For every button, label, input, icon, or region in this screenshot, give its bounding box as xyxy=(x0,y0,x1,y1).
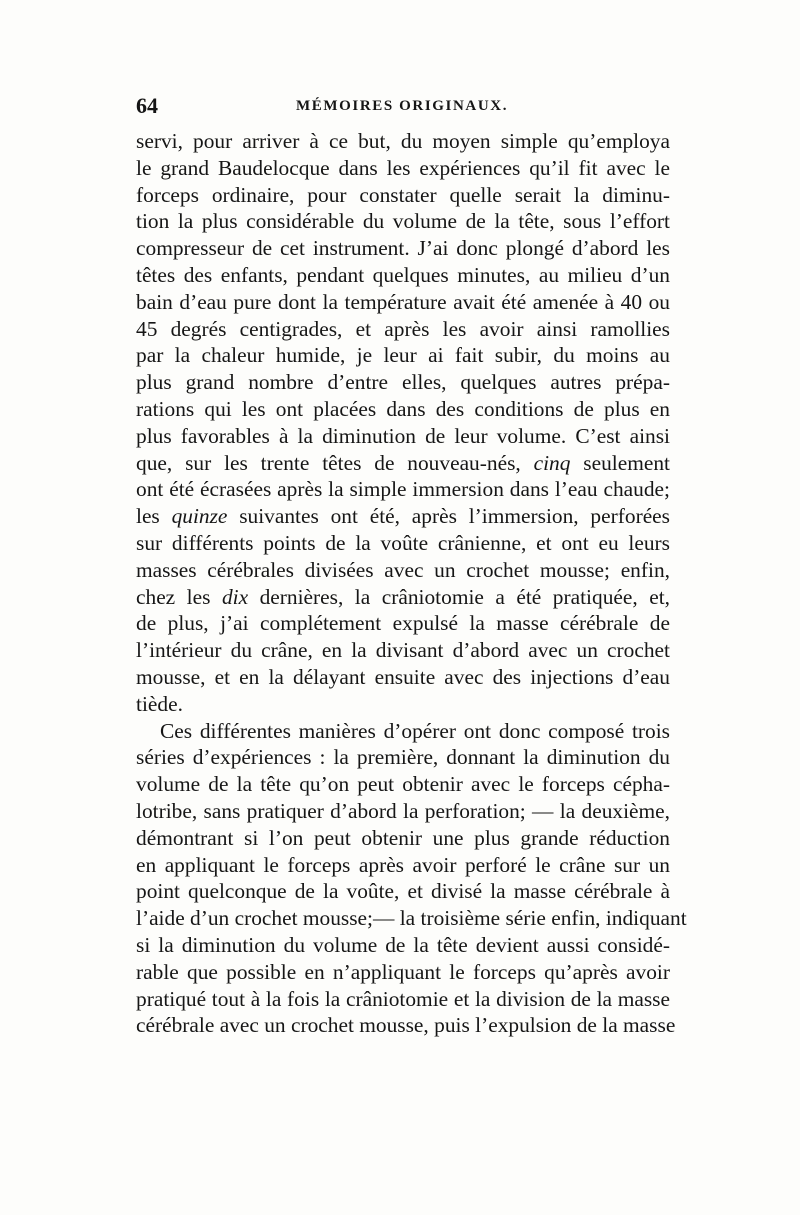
text-line: de plus, j’ai complétement expulsé la masse cérébrale de xyxy=(136,611,670,636)
text-line: bain d’eau pure dont la température avait été amenée à 40 ou xyxy=(136,289,670,314)
text-line: par la chaleur humide, je leur ai fait subir, du moins au xyxy=(136,343,670,368)
text-line: tion la plus considérable du volume de la tête, sous l’effort xyxy=(136,209,670,234)
text-line: séries d’expériences : la première, donnant la diminution du xyxy=(136,745,670,770)
text-segment: dernières, la crâniotomie a été pratiquée, et, xyxy=(248,584,670,609)
text-line: compresseur de cet instrument. J’ai donc plongé d’abord les xyxy=(136,236,670,261)
italic-word: cinq xyxy=(533,450,571,475)
text-line: rable que possible en n’appliquant le forceps qu’après avoir xyxy=(136,959,670,984)
text-line: sur différents points de la voûte crânienne, et ont eu leurs xyxy=(136,530,670,555)
text-line: pratiqué tout à la fois la crâniotomie et la division de la masse xyxy=(136,986,670,1011)
text-line: cérébrale avec un crochet mousse, puis l’expulsion de la masse xyxy=(136,1013,676,1038)
text-line: mousse, et en la délayant ensuite avec des injections d’eau xyxy=(136,664,670,689)
text-line: plus favorables à la diminution de leur volume. C’est ainsi xyxy=(136,423,670,448)
text-segment: les xyxy=(136,504,172,529)
page-number: 64 xyxy=(136,93,158,118)
text-segment: suivantes ont été, après l’immersion, perforées xyxy=(227,504,671,529)
running-head xyxy=(136,93,670,123)
text-line: si la diminution du volume de la tête devient aussi considé- xyxy=(136,932,670,957)
text-line: masses cérébrales divisées avec un crochet mousse; enfin, xyxy=(136,557,670,582)
text-line: en appliquant le forceps après avoir perforé le crâne sur un xyxy=(136,852,670,877)
text-line: forceps ordinaire, pour constater quelle serait la diminu- xyxy=(136,182,670,207)
text-line: le grand Baudelocque dans les expériences qu’il fit avec le xyxy=(136,155,670,180)
paragraph-2 xyxy=(136,718,687,1040)
text-line: volume de la tête qu’on peut obtenir avec le forceps cépha- xyxy=(136,772,670,797)
paragraph-1 xyxy=(136,128,670,718)
text-line: l’intérieur du crâne, en la divisant d’abord avec un crochet xyxy=(136,638,670,663)
text-line: plus grand nombre d’entre elles, quelques autres prépa- xyxy=(136,370,670,395)
text-line xyxy=(136,450,670,477)
text-line: point quelconque de la voûte, et divisé la masse cérébrale à xyxy=(136,879,670,904)
text-segment: seulement xyxy=(570,450,670,475)
text-line: têtes des enfants, pendant quelques minutes, au milieu d’un xyxy=(136,262,670,287)
running-title: MÉMOIRES ORIGINAUX. xyxy=(296,98,509,114)
text-line: servi, pour arriver à ce but, du moyen simple qu’employa xyxy=(136,129,670,153)
text-line xyxy=(136,584,670,611)
text-segment: chez les xyxy=(136,584,222,609)
text-line: lotribe, sans pratiquer d’abord la perforation; — la deuxième, xyxy=(136,798,670,823)
text-line xyxy=(136,503,670,530)
body-text xyxy=(136,128,687,1039)
text-line: 45 degrés centigrades, et après les avoir ainsi ramollies xyxy=(136,316,670,341)
text-line: tiède. xyxy=(136,691,183,716)
text-line: l’aide d’un crochet mousse;— la troisième série enfin, indiquant xyxy=(136,906,687,931)
text-segment: que, sur les trente têtes de nouveau-nés, xyxy=(136,450,534,475)
italic-word: quinze xyxy=(171,504,228,529)
text-line: ont été écrasées après la simple immersion dans l’eau chaude; xyxy=(136,477,670,502)
text-line: démontrant si l’on peut obtenir une plus grande réduction xyxy=(136,825,670,850)
text-line: Ces différentes manières d’opérer ont donc composé trois xyxy=(160,718,670,743)
italic-word: dix xyxy=(221,584,249,609)
text-line: rations qui les ont placées dans des conditions de plus en xyxy=(136,396,670,421)
